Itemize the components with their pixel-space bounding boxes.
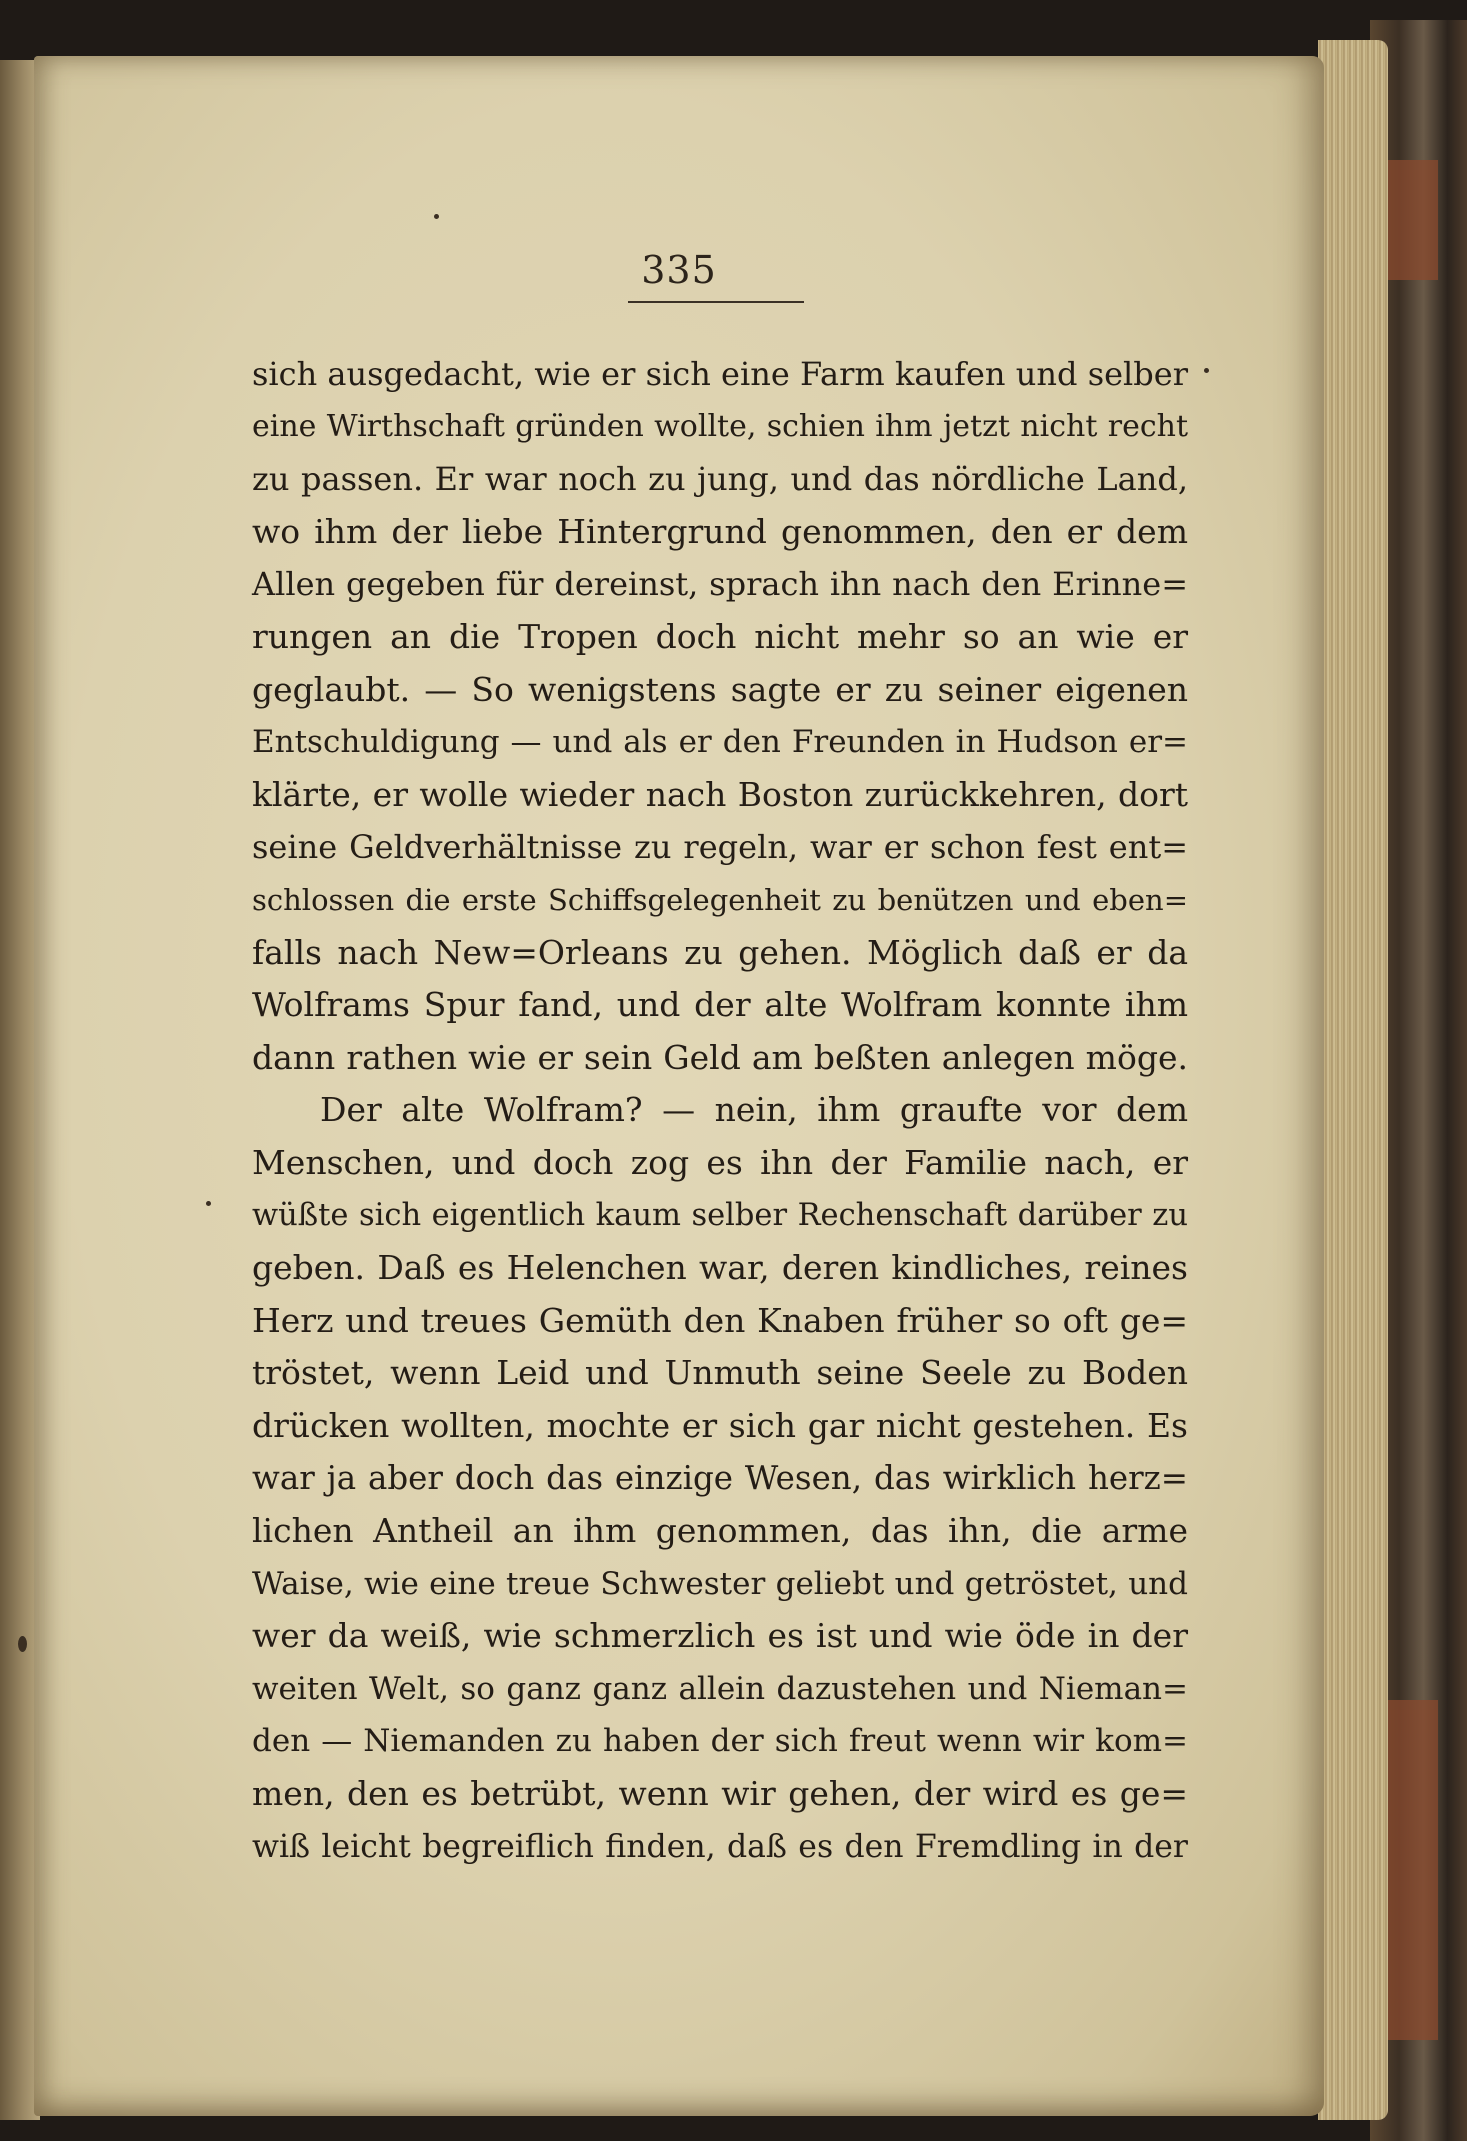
text-line: eine Wirthschaft gründen wollte, schien ihm jetzt nicht recht <box>252 408 1188 444</box>
text-line: drücken wollten, mochte er sich gar nicht gestehen. Es <box>252 1405 1188 1445</box>
text-line: den — Niemanden zu haben der sich freut wenn wir kom= <box>252 1723 1188 1760</box>
text-line: wüßte sich eigentlich kaum selber Rechenschaft darüber zu <box>252 1197 1188 1233</box>
text-line: rungen an die Tropen doch nicht mehr so an wie er <box>252 616 1188 656</box>
text-line: Herz und treues Gemüth den Knaben früher so oft ge= <box>252 1300 1188 1340</box>
text-line: men, den es betrübt, wenn wir gehen, der wird es ge= <box>252 1774 1188 1814</box>
text-line: Menschen, und doch zog es ihn der Familie nach, er <box>252 1142 1188 1182</box>
book-page <box>34 56 1324 2116</box>
text-line: Wolframs Spur fand, und der alte Wolfram konnte ihm <box>252 985 1188 1025</box>
body-text <box>252 348 1188 1873</box>
text-line: schlossen die erste Schiffsgelegenheit zu benützen und eben= <box>252 882 1188 917</box>
text-line: wiß leicht begreiflich finden, daß es den Fremdling in der <box>252 1828 1188 1865</box>
paper-speck <box>206 1201 211 1206</box>
text-line: seine Geldverhältnisse zu regeln, war er schon fest ent= <box>252 828 1188 867</box>
page-number: 335 <box>641 248 717 292</box>
text-line: klärte, er wolle wieder nach Boston zurückkehren, dort <box>252 774 1188 814</box>
text-line: dann rathen wie er sein Geld am beßten anlegen möge. <box>252 1037 1188 1077</box>
text-line: geglaubt. — So wenigstens sagte er zu seiner eigenen <box>252 669 1188 709</box>
text-line: sich ausgedacht, wie er sich eine Farm kaufen und selber <box>252 355 1188 393</box>
text-line: zu passen. Er war noch zu jung, und das nördliche Land, <box>252 460 1188 499</box>
text-line: Der alte Wolfram? — nein, ihm graufte vor dem <box>320 1090 1188 1130</box>
text-line: wer da weiß, wie schmerzlich es ist und wie öde in der <box>252 1616 1188 1656</box>
page-stack-edge <box>1318 40 1388 2120</box>
text-line: falls nach New=Orleans zu gehen. Möglich daß er da <box>252 932 1188 972</box>
page-number-rule <box>628 301 804 303</box>
text-line: geben. Daß es Helenchen war, deren kindliches, reines <box>252 1248 1188 1288</box>
text-line: wo ihm der liebe Hintergrund genommen, den er dem <box>252 511 1188 551</box>
text-line: war ja aber doch das einzige Wesen, das wirklich herz= <box>252 1459 1188 1498</box>
text-line: lichen Antheil an ihm genommen, das ihn, die arme <box>252 1511 1188 1551</box>
text-line: weiten Welt, so ganz ganz allein dazustehen und Nieman= <box>252 1670 1188 1707</box>
text-line: Entschuldigung — und als er den Freunden in Hudson er= <box>252 724 1188 761</box>
paper-speck <box>434 214 439 219</box>
text-line: tröstet, wenn Leid und Unmuth seine Seele zu Boden <box>252 1353 1188 1393</box>
paper-speck <box>1204 368 1209 373</box>
paper-speck <box>18 1636 27 1652</box>
text-line: Allen gegeben für dereinst, sprach ihn nach den Erinne= <box>252 565 1188 604</box>
text-line: Waise, wie eine treue Schwester geliebt und getröstet, und <box>252 1565 1188 1602</box>
